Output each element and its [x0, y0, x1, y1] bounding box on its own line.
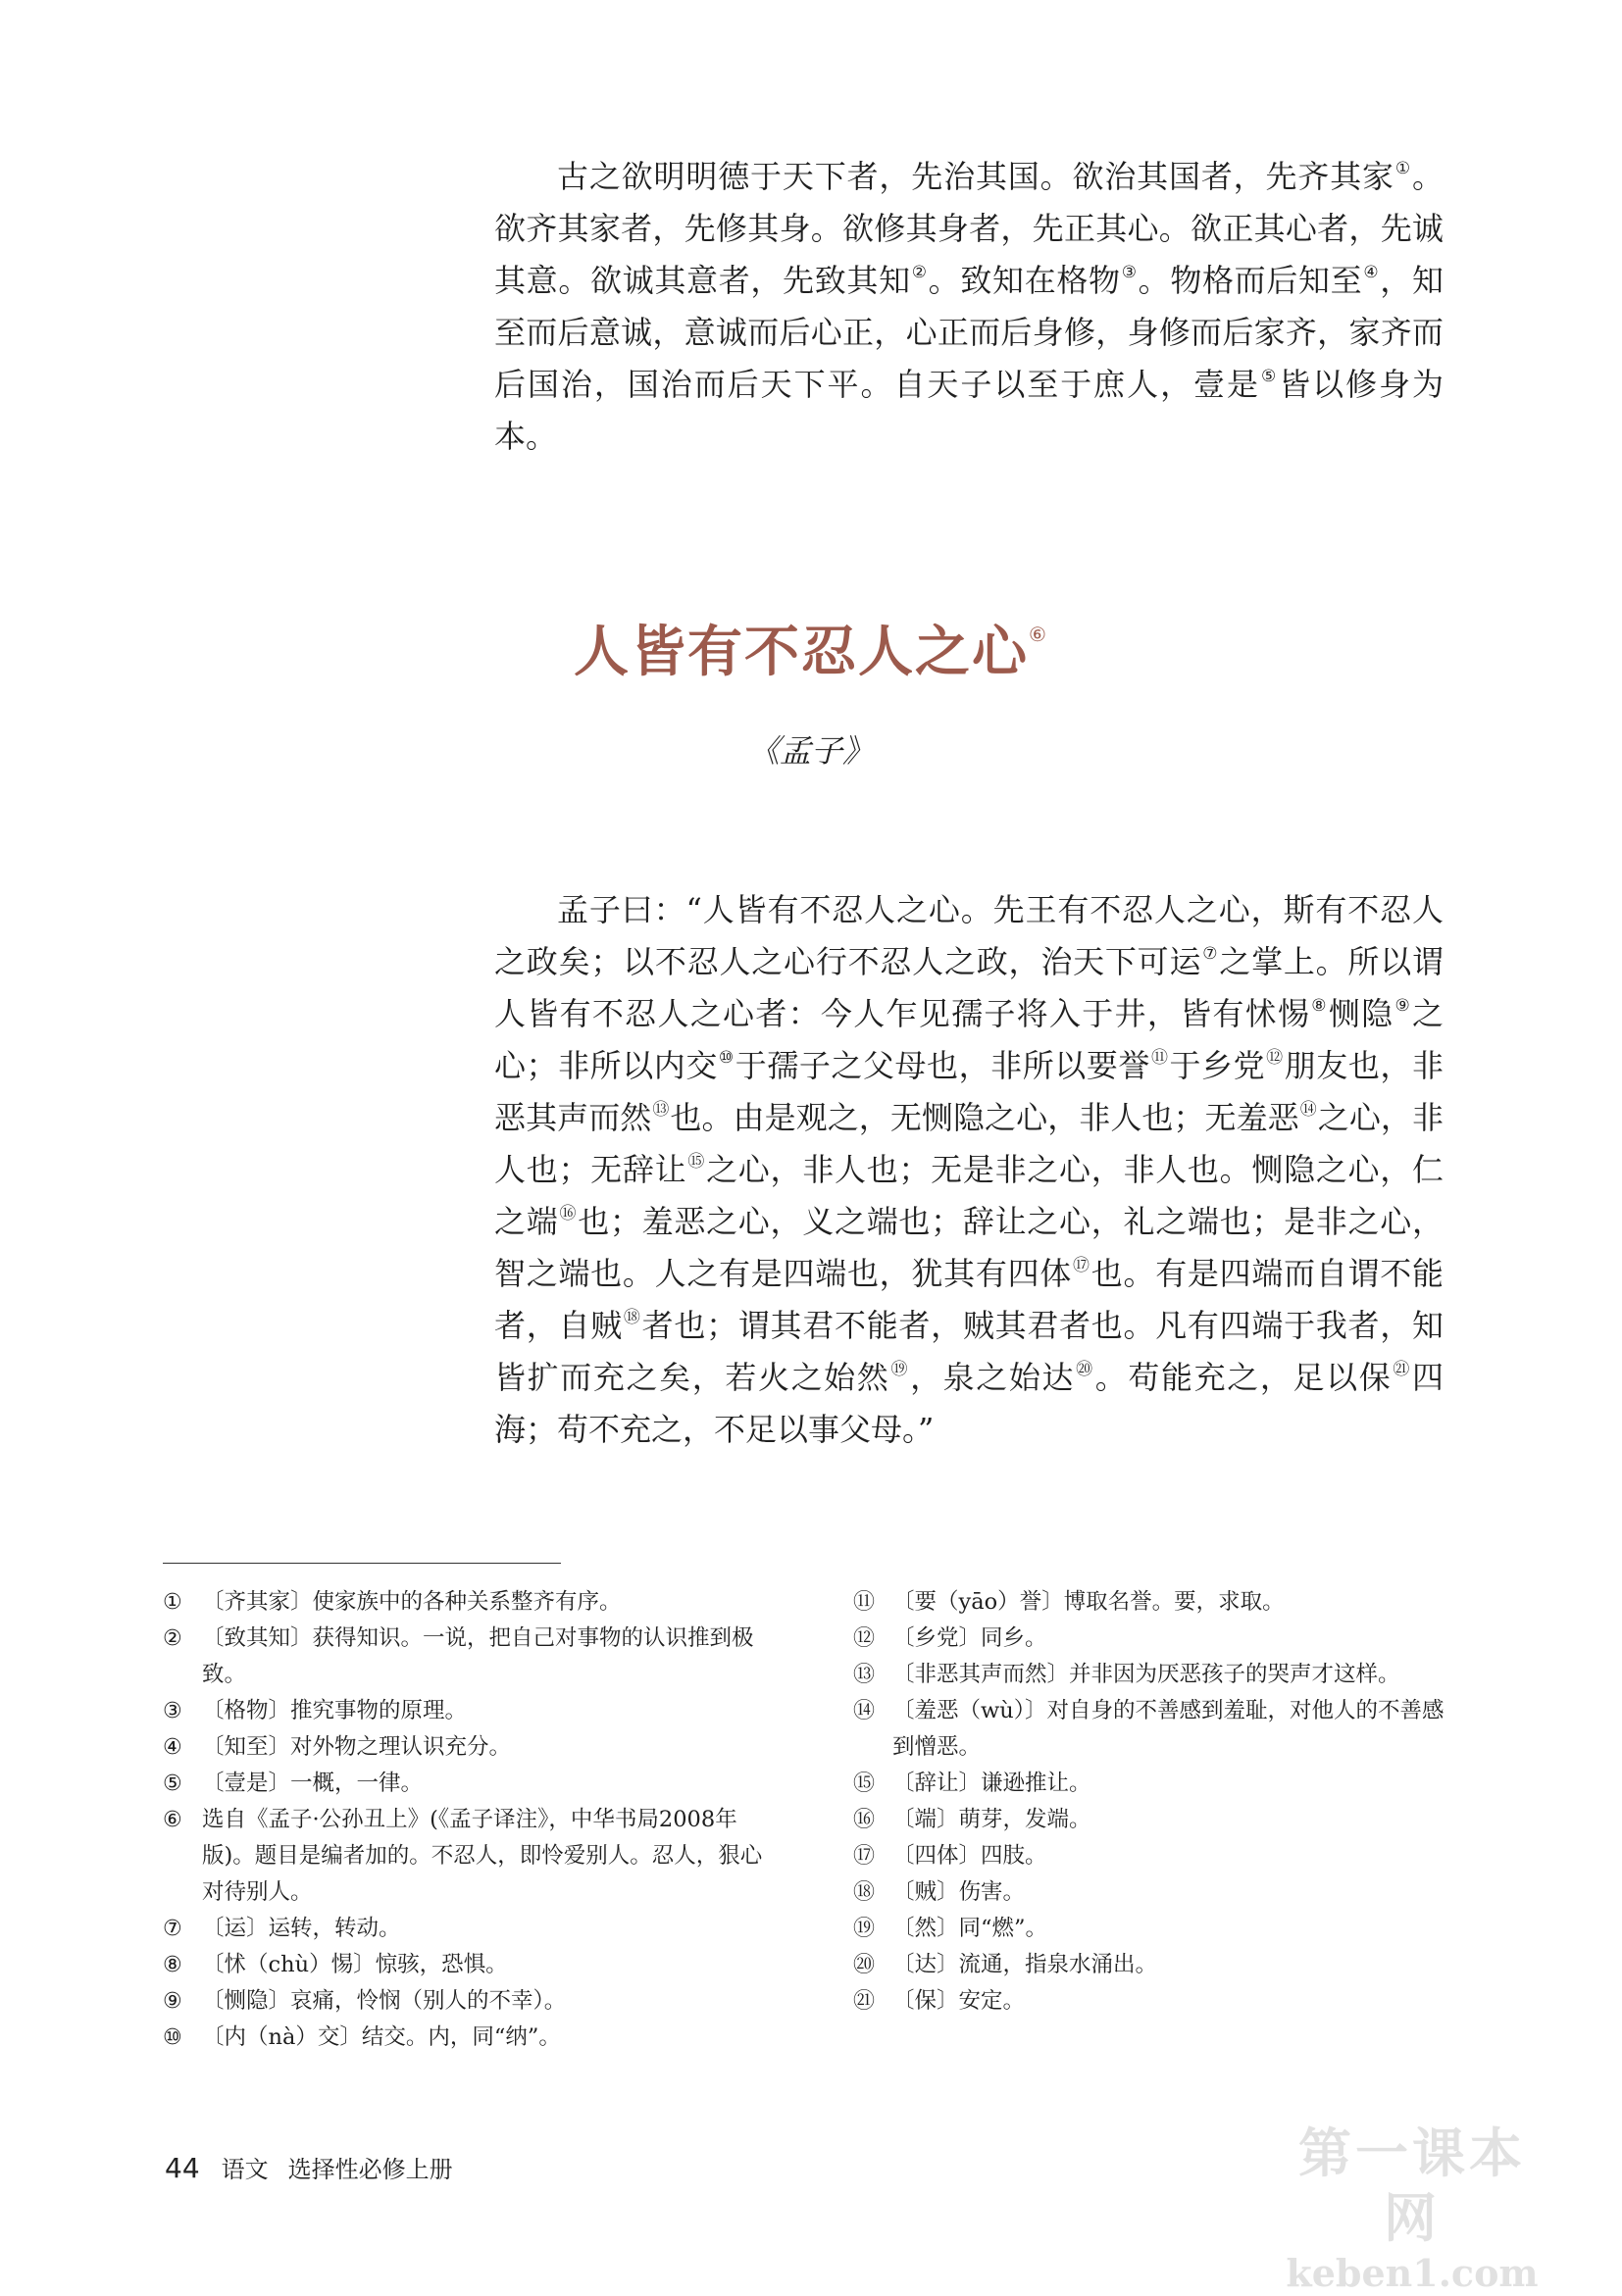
footnote-number: ③: [163, 1699, 182, 1723]
footnote-text: 〔保〕安定。: [892, 1988, 1026, 2014]
footnote-ref[interactable]: ⑨: [1394, 996, 1411, 1016]
footnote-text: 〔运〕运转，转动。: [202, 1916, 401, 1941]
footnote-number: ④: [163, 1735, 182, 1760]
footnote-text: 选自《孟子·公孙丑上》(《孟子译注》，中华书局2008年版)。题目是编者加的。不忍人，即怜爱别人。忍人，狠心对待别人。: [202, 1807, 763, 1905]
footnote-text: 〔乡党〕同乡。: [892, 1625, 1047, 1651]
footnote-ref[interactable]: ⑳: [1076, 1360, 1094, 1379]
footnote-number: ①: [163, 1590, 182, 1615]
footnote-ref[interactable]: ⑦: [1202, 944, 1219, 964]
passage-paragraph: 古之欲明明德于天下者，先治其国。欲治其国者，先齐其家①。欲齐其家者，先修其身。欲修其身者，先正其心。欲正其心者，先诚其意。欲诚其意者，先致其知②。致知在格物③。物格而后知至④，知至而后意诚，意诚而后心正，心正而后身修，身修而后家齐，家齐而后国治，国治而后天下平。自天子以至于庶人，壹是⑤皆以修身为本。: [494, 158, 1444, 455]
footnotes-left-column: [163, 1584, 771, 2056]
site-watermark: [1275, 2121, 1549, 2296]
footnote-number: ⑩: [163, 2025, 182, 2050]
footnote-divider: [163, 1563, 561, 1564]
watermark-cn: 第一课本网: [1298, 2122, 1526, 2249]
footnote-ref[interactable]: ⑮: [687, 1152, 706, 1172]
footnote-text: 〔恻隐〕哀痛，怜悯（别人的不幸）。: [202, 1988, 567, 2014]
footnote-item: [853, 1766, 1463, 1802]
footnote-item: [853, 1584, 1463, 1621]
footnote-ref[interactable]: ⑲: [890, 1360, 910, 1379]
footnote-text: 〔齐其家〕使家族中的各种关系整齐有序。: [202, 1589, 622, 1615]
footnote-ref[interactable]: ①: [1394, 159, 1411, 178]
footnote-item: [163, 1766, 771, 1802]
footnote-number: ⑫: [853, 1626, 876, 1651]
footnote-ref[interactable]: ⑰: [1073, 1256, 1090, 1275]
footnote-number: ⑭: [853, 1699, 876, 1723]
footnote-item: [853, 1621, 1463, 1657]
footnote-item: [163, 1693, 771, 1729]
footnote-item: [853, 1693, 1463, 1766]
footnote-text: 〔致其知〕获得知识。一说，把自己对事物的认识推到极致。: [202, 1625, 754, 1687]
footnote-item: [853, 1911, 1463, 1947]
footnote-ref[interactable]: ⑧: [1311, 996, 1328, 1016]
footnote-number: ②: [163, 1626, 182, 1651]
footnote-number: ⑪: [853, 1590, 876, 1615]
footnote-item: [163, 1983, 771, 2020]
footnote-item: [163, 1802, 771, 1911]
footnote-item: [163, 1621, 771, 1693]
footnote-item: [163, 2020, 771, 2056]
footnote-number: ⑳: [853, 1953, 876, 1977]
source-attribution: 《孟子》: [747, 732, 874, 770]
footnote-text: 〔壹是〕一概，一律。: [202, 1771, 424, 1796]
footnote-item: [853, 1802, 1463, 1838]
passage-paragraph: 孟子曰：“人皆有不忍人之心。先王有不忍人之心，斯有不忍人之政矣；以不忍人之心行不忍人之政，治天下可运⑦之掌上。所以谓人皆有不忍人之心者：今人乍见孺子将入于井，皆有怵惕⑧恻隐⑨之心；非所以内交⑩于孺子之父母也，非所以要誉⑪于乡党⑫朋友也，非恶其声而然⑬也。由是观之，无恻隐之心，非人也；无羞恶⑭之心，非人也；无辞让⑮之心，非人也；无是非之心，非人也。恻隐之心，仁之端⑯也；羞恶之心，义之端也；辞让之心，礼之端也；是非之心，智之端也。人之有是四端也，犹其有四体⑰也。有是四端而自谓不能者，自贼⑱者也；谓其君不能者，贼其君者也。凡有四端于我者，知皆扩而充之矣，若火之始然⑲，泉之始达⑳。苟能充之，足以保$^㉑$四海；苟不充之，不足以事父母。”: [494, 891, 1444, 1448]
footnote-text: 〔怵（chù）惕〕惊骇，恐惧。: [202, 1952, 508, 1977]
footnote-text: 〔四体〕四肢。: [892, 1843, 1047, 1869]
footnote-text: 〔知至〕对外物之理认识充分。: [202, 1734, 512, 1760]
footnote-ref[interactable]: ⑪: [1150, 1048, 1169, 1068]
footnote-number: ⑤: [163, 1772, 182, 1796]
footnote-ref[interactable]: ③: [1121, 263, 1138, 282]
footnote-text: 〔贼〕伤害。: [892, 1879, 1026, 1905]
footnote-text: 〔端〕萌芽，发端。: [892, 1807, 1091, 1832]
footnote-item: [853, 1983, 1463, 2020]
footnote-number: ⑦: [163, 1917, 182, 1941]
watermark-en: keben1.com: [1286, 2251, 1539, 2295]
footnote-ref[interactable]: ⑤: [1260, 367, 1279, 386]
footnote-item: [163, 1729, 771, 1766]
footnote-ref[interactable]: ⑯: [559, 1204, 578, 1223]
footnote-ref[interactable]: ⑥: [1029, 623, 1048, 646]
footnote-number: ⑱: [853, 1880, 876, 1905]
footnote-ref[interactable]: ②: [911, 263, 928, 282]
footnote-text: 〔辞让〕谦逊推让。: [892, 1771, 1091, 1796]
footnote-item: [853, 1947, 1463, 1983]
footnote-text: 〔羞恶（wù）〕对自身的不善感到羞耻，对他人的不善感到憎恶。: [892, 1698, 1445, 1760]
footnote-item: [853, 1657, 1463, 1693]
footnote-number: ⑨: [163, 1989, 182, 2014]
passage-daxue: [494, 151, 1444, 463]
footnote-number: ⑥: [163, 1808, 182, 1832]
footnote-text: 〔非恶其声而然〕并非因为厌恶孩子的哭声才这样。: [892, 1662, 1400, 1687]
footnote-ref[interactable]: ⑱: [623, 1308, 641, 1327]
passage-mengzi: [494, 884, 1444, 1456]
footnote-ref[interactable]: ㉑: [1393, 1360, 1411, 1379]
book-volume: 选择性必修上册: [287, 2156, 453, 2183]
footnote-ref[interactable]: ⑫: [1266, 1048, 1284, 1068]
footnote-item: [853, 1838, 1463, 1874]
footnote-text: 〔格物〕推究事物的原理。: [202, 1698, 468, 1723]
footnote-number: ⑬: [853, 1663, 876, 1687]
page-number: 44: [165, 2152, 200, 2184]
footnote-number: ⑮: [853, 1772, 876, 1796]
footnote-item: [163, 1947, 771, 1983]
footnote-number: ⑯: [853, 1808, 876, 1832]
footnote-text: 〔要（yāo）誉〕博取名誉。要，求取。: [892, 1589, 1285, 1615]
footnote-item: [853, 1874, 1463, 1911]
footnote-ref[interactable]: ⑬: [652, 1100, 670, 1120]
footnote-text: 〔达〕流通，指泉水涌出。: [892, 1952, 1158, 1977]
footnote-item: [163, 1911, 771, 1947]
footnote-text: 〔内（nà）交〕结交。内，同“纳”。: [202, 2024, 561, 2050]
footnote-ref[interactable]: ⑩: [718, 1048, 735, 1068]
footnote-number: ⑧: [163, 1953, 182, 1977]
footnote-text: 〔然〕同“燃”。: [892, 1916, 1048, 1941]
footnote-number: ⑲: [853, 1917, 876, 1941]
footnote-ref[interactable]: ⑭: [1299, 1100, 1317, 1120]
footnote-item: [163, 1584, 771, 1621]
footnote-ref[interactable]: ④: [1363, 263, 1380, 282]
footnotes-right-column: [853, 1584, 1463, 2020]
page-footer: [165, 2151, 453, 2187]
footnote-number: ⑰: [853, 1844, 876, 1869]
page-title: 人皆有不忍人之心⑥: [574, 621, 1048, 684]
footnote-number: ㉑: [853, 1989, 876, 2014]
book-subject: 语文: [221, 2156, 269, 2183]
